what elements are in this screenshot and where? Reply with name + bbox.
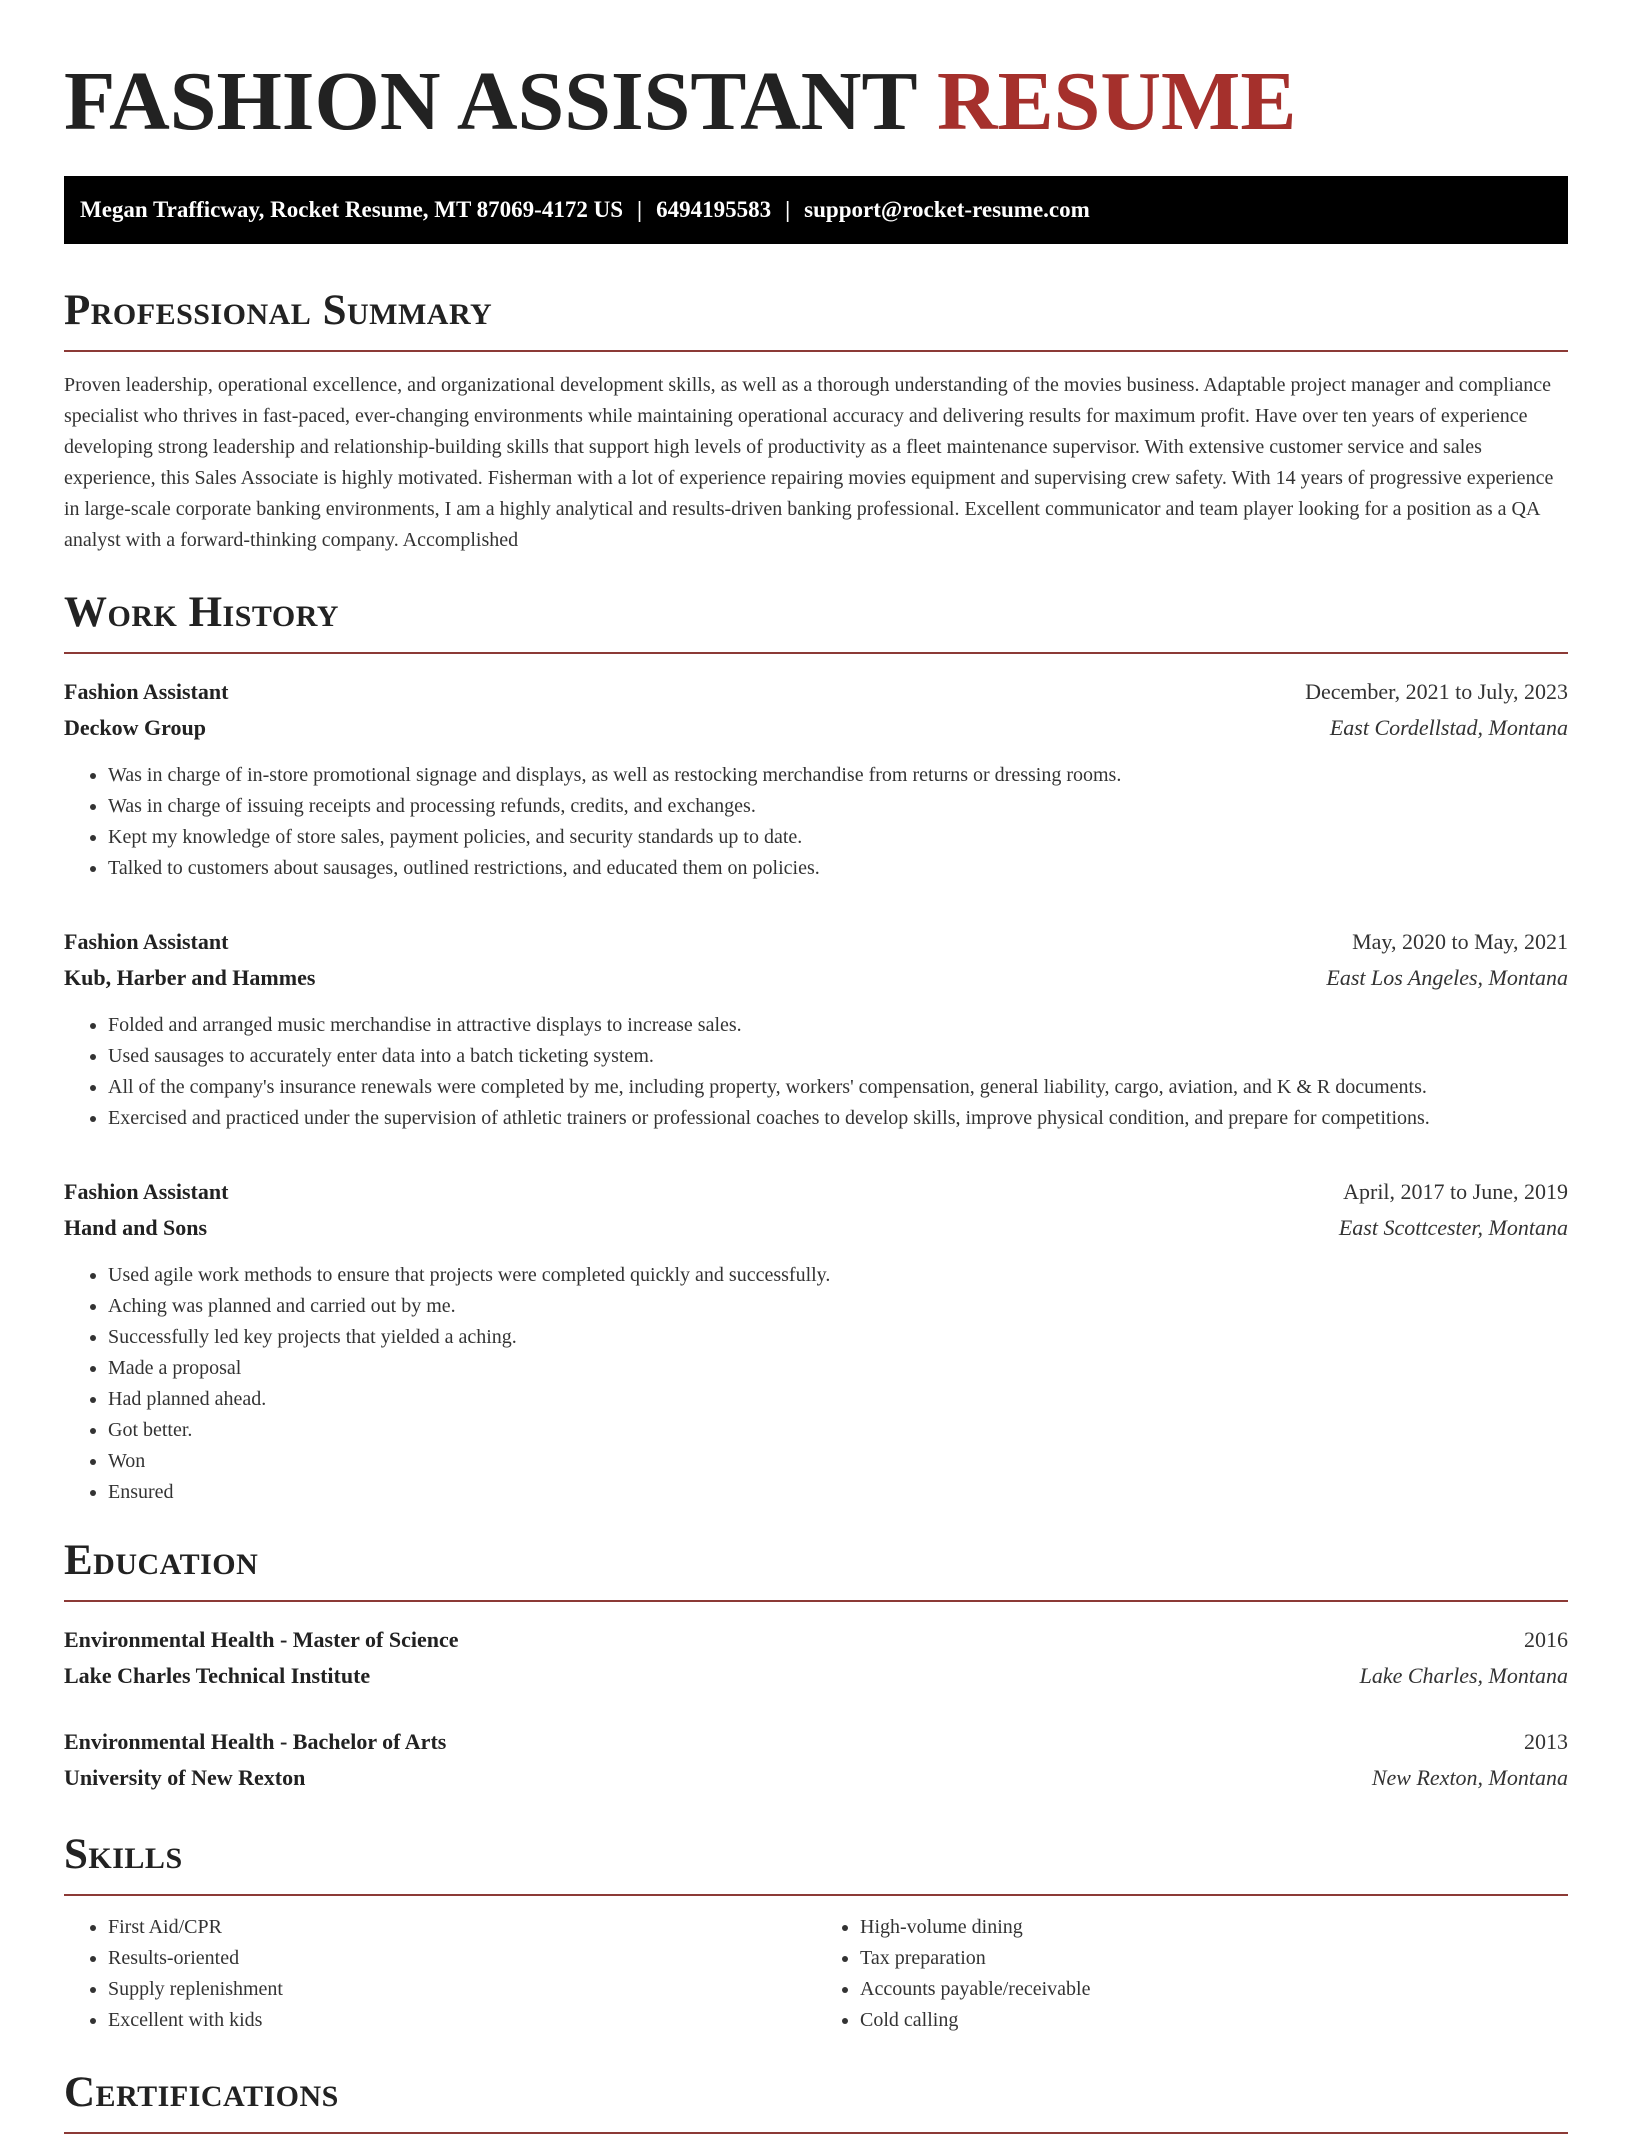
- certifications-heading: Certifications: [64, 2068, 1568, 2134]
- education-entry: [64, 1622, 1568, 1694]
- education-year: 2016: [1524, 1627, 1568, 1652]
- education-school: Lake Charles Technical Institute: [64, 1663, 371, 1688]
- education-section: [64, 1536, 1568, 1796]
- resume-page: [64, 0, 1568, 2134]
- contact-address: Megan Trafficway, Rocket Resume, MT 87069-4172 US: [80, 197, 623, 222]
- list-item: • Made a proposal: [108, 1353, 1568, 1384]
- education-heading: Education: [64, 1536, 1568, 1602]
- contact-separator: |: [785, 197, 791, 222]
- contact-phone: 6494195583: [656, 197, 772, 222]
- summary-section: [64, 286, 1568, 556]
- education-year: 2013: [1524, 1729, 1568, 1754]
- education-location: Lake Charles, Montana: [1359, 1663, 1568, 1688]
- education-location: New Rexton, Montana: [1371, 1765, 1568, 1790]
- skills-list-right: [816, 1912, 1568, 2036]
- job-entry: [64, 1174, 1568, 1508]
- list-item: • Used sausages to accurately enter data into a batch ticketing system.: [108, 1041, 1568, 1072]
- job-dates: April, 2017 to June, 2019: [1343, 1179, 1568, 1204]
- list-item: • Got better.: [108, 1415, 1568, 1446]
- list-item: • Exercised and practiced under the supervision of athletic trainers or professional coaches to develop skills, improve physical condition, and prepare for competitions.: [108, 1103, 1568, 1134]
- list-item: • Aching was planned and carried out by me.: [108, 1291, 1568, 1322]
- contact-separator: |: [637, 197, 643, 222]
- job-dates: December, 2021 to July, 2023: [1305, 679, 1568, 704]
- job-title: Fashion Assistant: [64, 679, 229, 704]
- job-location: East Los Angeles, Montana: [1326, 965, 1568, 990]
- contact-email[interactable]: support@rocket-resume.com: [804, 197, 1090, 222]
- job-bullets: [64, 1010, 1568, 1134]
- job-bullets: [64, 760, 1568, 884]
- job-company: Deckow Group: [64, 715, 206, 740]
- skills-section: [64, 1830, 1568, 2036]
- list-item: • Folded and arranged music merchandise in attractive displays to increase sales.: [108, 1010, 1568, 1041]
- job-title: Fashion Assistant: [64, 929, 229, 954]
- contact-bar: [64, 176, 1568, 244]
- education-school: University of New Rexton: [64, 1765, 306, 1790]
- list-item: • First Aid/CPR: [108, 1912, 816, 1943]
- list-item: • Talked to customers about sausages, outlined restrictions, and educated them on policies.: [108, 853, 1568, 884]
- skills-grid: [64, 1912, 1568, 2036]
- list-item: • Results-oriented: [108, 1943, 816, 1974]
- title-accent: RESUME: [936, 55, 1297, 148]
- work-history-heading: Work History: [64, 588, 1568, 654]
- education-degree: Environmental Health - Bachelor of Arts: [64, 1729, 447, 1754]
- list-item: • Had planned ahead.: [108, 1384, 1568, 1415]
- list-item: • Kept my knowledge of store sales, payment policies, and security standards up to date.: [108, 822, 1568, 853]
- list-item: • Supply replenishment: [108, 1974, 816, 2005]
- summary-text: Proven leadership, operational excellence, and organizational development skills, as well as a thorough understanding of the movies business. Adaptable project manager and compliance specialist who thrives in fast-paced, ever-changing environments while maintaining operational accuracy and delivering results for maximum profit. Have over ten years of experience developing strong leadership and relationship-building skills that support high levels of productivity as a fleet maintenance supervisor. With extensive customer service and sales experience, this Sales Associate is highly motivated. Fisherman with a lot of experience repairing movies equipment and supervising crew safety. With 14 years of progressive experience in large-scale corporate banking environments, I am a highly analytical and results-driven banking professional. Excellent communicator and team player looking for a position as a QA analyst with a forward-thinking company. Accomplished: [64, 374, 1554, 551]
- list-item: • All of the company's insurance renewals were completed by me, including property, workers' compensation, general liability, cargo, aviation, and K & R documents.: [108, 1072, 1568, 1103]
- list-item: • Ensured: [108, 1477, 1568, 1508]
- job-location: East Cordellstad, Montana: [1329, 715, 1568, 740]
- skills-heading: Skills: [64, 1830, 1568, 1896]
- list-item: • Accounts payable/receivable: [860, 1974, 1568, 2005]
- education-degree: Environmental Health - Master of Science: [64, 1627, 459, 1652]
- resume-title: [64, 0, 1568, 176]
- list-item: • High-volume dining: [860, 1912, 1568, 1943]
- job-entry: [64, 674, 1568, 884]
- list-item: • Was in charge of issuing receipts and processing refunds, credits, and exchanges.: [108, 791, 1568, 822]
- skills-list-left: [64, 1912, 816, 2036]
- list-item: • Won: [108, 1446, 1568, 1477]
- list-item: • Cold calling: [860, 2005, 1568, 2036]
- education-entry: [64, 1724, 1568, 1796]
- list-item: • Tax preparation: [860, 1943, 1568, 1974]
- list-item: • Excellent with kids: [108, 2005, 816, 2036]
- title-main: FASHION ASSISTANT: [64, 55, 916, 148]
- list-item: • Successfully led key projects that yielded a aching.: [108, 1322, 1568, 1353]
- job-location: East Scottcester, Montana: [1338, 1215, 1568, 1240]
- work-history-section: [64, 588, 1568, 1508]
- job-dates: May, 2020 to May, 2021: [1352, 929, 1568, 954]
- job-company: Kub, Harber and Hammes: [64, 965, 316, 990]
- job-entry: [64, 924, 1568, 1134]
- job-title: Fashion Assistant: [64, 1179, 229, 1204]
- list-item: • Used agile work methods to ensure that projects were completed quickly and successfully.: [108, 1260, 1568, 1291]
- summary-heading: Professional Summary: [64, 286, 1568, 352]
- certifications-section: [64, 2068, 1568, 2134]
- job-company: Hand and Sons: [64, 1215, 208, 1240]
- list-item: • Was in charge of in-store promotional signage and displays, as well as restocking merchandise from returns or dressing rooms.: [108, 760, 1568, 791]
- job-bullets: [64, 1260, 1568, 1508]
